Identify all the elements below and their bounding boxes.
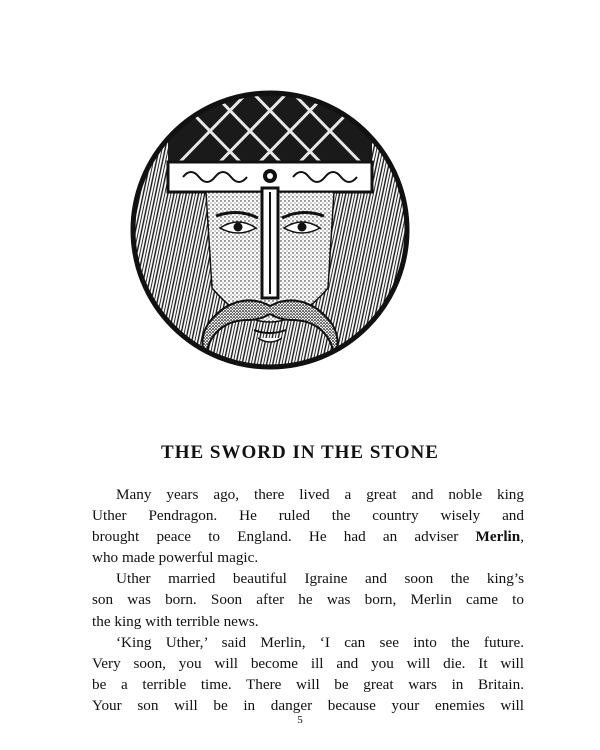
text-line: be a terrible time. There will be great wars in Britain.: [92, 675, 524, 693]
text-fragment: ,: [520, 528, 524, 546]
text-line: Many years ago, there lived a great and noble king: [116, 486, 524, 503]
text-line: [92, 526, 524, 547]
king-portrait-illustration: [128, 88, 412, 372]
story-text: [92, 484, 524, 716]
story-title: THE SWORD IN THE STONE: [161, 442, 439, 463]
text-fragment: brought peace to England. He had an adviser: [92, 528, 476, 546]
text-line: son was born. Soon after he was born, Merlin came to: [92, 591, 524, 609]
text-line: Uther Pendragon. He ruled the country wisely and: [92, 507, 524, 525]
text-line: Very soon, you will become ill and you will die. It will: [92, 654, 524, 672]
text-line: Your son will be in danger because your enemies will: [92, 696, 524, 714]
merlin-bold-name: Merlin: [475, 528, 521, 546]
text-line: the king with terrible news.: [92, 612, 259, 630]
text-line: Uther married beautiful Igraine and soon the king’s: [116, 570, 524, 588]
text-line: who made powerful magic.: [92, 549, 259, 567]
page-number: 5: [297, 714, 303, 726]
text-line: ‘King Uther,’ said Merlin, ‘I can see into the future.: [116, 633, 524, 651]
